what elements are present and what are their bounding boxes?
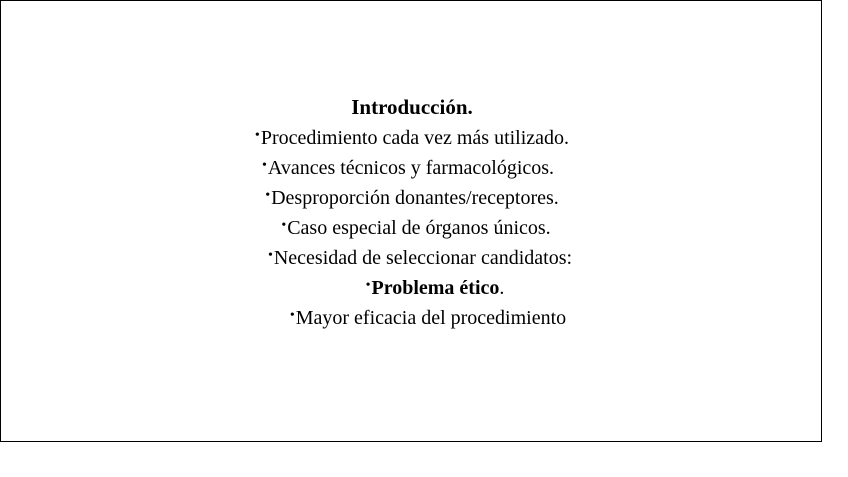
- bullet-item: [0, 151, 819, 181]
- bullet-item: [24, 271, 846, 301]
- bullet-item: [17, 301, 839, 331]
- bullet-text: Mayor eficacia del procedimiento: [295, 307, 567, 329]
- bullet-item: [5, 211, 827, 241]
- bullet-item: [9, 241, 831, 271]
- slide-title: Introducción.: [351, 95, 473, 119]
- bullet-icon: •: [254, 128, 260, 143]
- bullet-text: Procedimiento cada vez más utilizado.: [260, 127, 570, 149]
- bullet-icon: •: [265, 188, 271, 203]
- bullet-text-bold: Problema ético: [371, 277, 500, 299]
- bullet-text: Caso especial de órganos únicos.: [287, 217, 551, 239]
- bullet-item: [1, 121, 823, 151]
- slide-content: [1, 93, 823, 331]
- bullet-icon: •: [267, 248, 273, 263]
- bullet-text-tail: .: [499, 277, 505, 299]
- bullet-item: [1, 181, 823, 211]
- bullet-text: Necesidad de seleccionar candidatos:: [273, 247, 573, 269]
- bullet-icon: •: [289, 308, 295, 323]
- bullet-icon: •: [365, 278, 371, 293]
- bullet-text: Avances técnicos y farmacológicos.: [267, 157, 555, 179]
- bullet-icon: •: [281, 218, 287, 233]
- bullet-icon: •: [261, 158, 267, 173]
- bullet-text: Desproporción donantes/receptores.: [271, 187, 559, 209]
